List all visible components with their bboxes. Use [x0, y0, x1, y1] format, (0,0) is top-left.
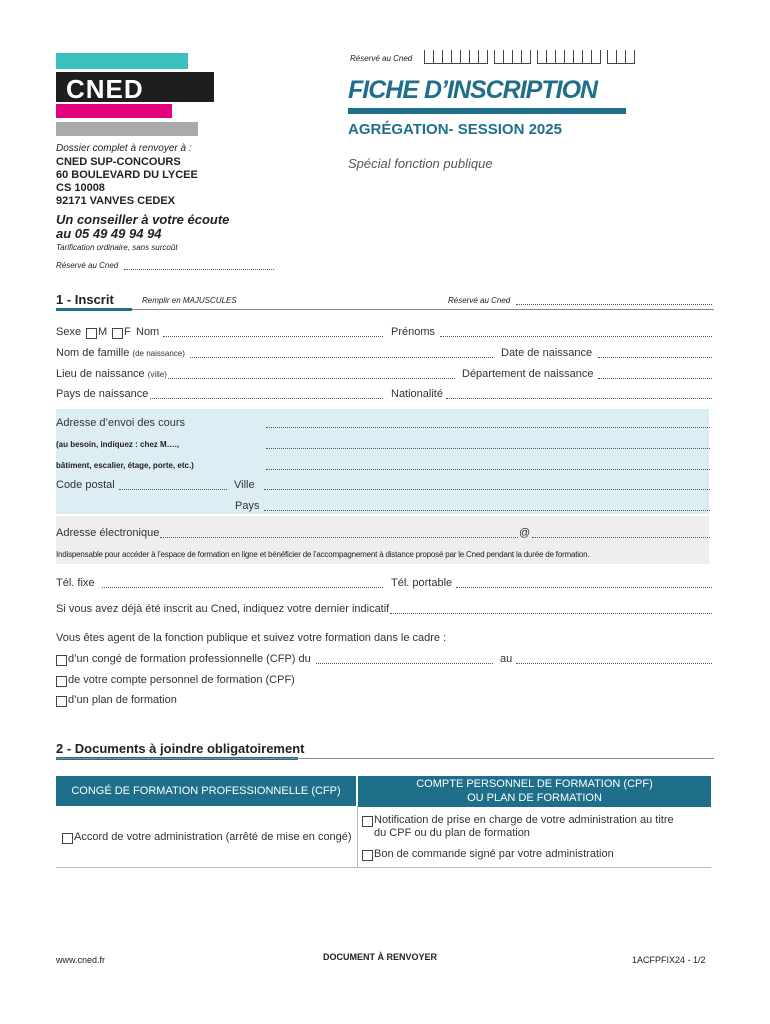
sexe-f-checkbox[interactable] [112, 328, 123, 339]
batiment-note: bâtiment, escalier, étage, porte, etc.) [56, 461, 194, 470]
departement-field[interactable] [598, 378, 712, 379]
cpf-option-label: de votre compte personnel de formation (CPF) [68, 674, 295, 686]
tel-portable-label: Tél. portable [391, 577, 453, 589]
prenoms-label: Prénoms [391, 326, 436, 338]
footer-website[interactable]: www.cned.fr [56, 955, 106, 965]
reserved-line-field [124, 269, 274, 270]
advisor-phone: au 05 49 49 94 94 [56, 226, 162, 241]
ville-field[interactable] [264, 489, 710, 490]
table-header-cpf-line2: OU PLAN DE FORMATION [467, 792, 602, 804]
cned-logo [56, 72, 214, 102]
nom-field[interactable] [163, 336, 383, 337]
nom-label: Nom [136, 326, 160, 338]
reserved-boxes-top [424, 50, 635, 64]
notification-checkbox[interactable] [362, 816, 373, 827]
at-sign: @ [519, 527, 531, 539]
code-postal-label: Code postal [56, 479, 115, 491]
reserved-line-label: Réservé au Cned [56, 261, 119, 270]
reserved-label-top: Réservé au Cned [350, 54, 413, 63]
address-line-2: 60 BOULEVARD DU LYCEE [56, 169, 198, 181]
date-naissance-field[interactable] [598, 357, 712, 358]
notification-label-2: du CPF ou du plan de formation [374, 827, 530, 839]
lieu-naissance-text: Lieu de naissance [56, 368, 145, 380]
pays-field[interactable] [264, 510, 710, 511]
pays-naissance-field[interactable] [150, 398, 383, 399]
logo-gray-bar [56, 122, 198, 136]
adresse-line-2[interactable] [266, 448, 710, 449]
address-line-3: CS 10008 [56, 182, 105, 194]
table-header-cpf-line1: COMPTE PERSONNEL DE FORMATION (CPF) [416, 778, 653, 790]
pays-label: Pays [235, 500, 260, 512]
title-underline [348, 108, 626, 114]
lieu-naissance-label [56, 368, 167, 380]
caps-note: Remplir en MAJUSCULES [142, 296, 237, 305]
address-line-4: 92171 VANVES CEDEX [56, 195, 176, 207]
sexe-m-checkbox[interactable] [86, 328, 97, 339]
logo-text: CNED [66, 74, 144, 104]
email-note: Indispensable pour accéder à l’espace de formation en ligne et bénéficier de l’accompagnement à distance proposé par le Cned pendant la durée de formation. [56, 550, 590, 559]
cfp-to-field[interactable] [516, 663, 712, 664]
au-besoin-note: (au besoin, indiquez : chez M…., [56, 440, 180, 449]
date-naissance-label: Date de naissance [501, 347, 593, 359]
send-to-label: Dossier complet à renvoyer à : [56, 143, 192, 154]
address-line-1: CNED SUP-CONCOURS [56, 156, 181, 168]
cpf-checkbox[interactable] [56, 676, 67, 687]
cfp-from-field[interactable] [316, 663, 493, 664]
table-bottom-border [56, 867, 711, 868]
lieu-naissance-field[interactable] [168, 378, 455, 379]
email-field-user[interactable] [160, 537, 518, 538]
notification-label-1: Notification de prise en charge de votre administration au titre [374, 814, 674, 826]
bon-commande-label: Bon de commande signé par votre administration [374, 848, 614, 860]
footer-center: DOCUMENT À RENVOYER [323, 952, 438, 962]
table-header-cpf [358, 776, 711, 807]
nationalite-field[interactable] [446, 398, 712, 399]
bon-commande-checkbox[interactable] [362, 850, 373, 861]
table-header-cfp-text: CONGÉ DE FORMATION PROFESSIONNELLE (CFP) [71, 785, 341, 797]
section1-reserved: Réservé au Cned [448, 296, 511, 305]
section1-title-underline [56, 308, 132, 311]
plan-checkbox[interactable] [56, 696, 67, 707]
departement-label: Département de naissance [462, 368, 594, 380]
table-header-cfp [56, 776, 356, 806]
nom-famille-text: Nom de famille [56, 347, 130, 359]
footer-code: 1ACFPFIX24 - 1/2 [632, 955, 706, 965]
adresse-line-3[interactable] [266, 469, 710, 470]
nationalite-label: Nationalité [391, 388, 443, 400]
cfp-au-label: au [500, 653, 513, 665]
subtitle: AGRÉGATION- SESSION 2025 [348, 121, 562, 138]
logo-cyan-bar [56, 53, 188, 69]
sexe-label: Sexe [56, 326, 82, 338]
cfp-option-label: d’un congé de formation professionnelle (CFP) du [68, 653, 311, 665]
pays-naissance-label: Pays de naissance [56, 388, 149, 400]
table-column-divider [357, 806, 358, 868]
ville-note: (ville) [147, 370, 167, 379]
section2-title: 2 - Documents à joindre obligatoirement [56, 741, 305, 756]
email-field-domain[interactable] [532, 537, 710, 538]
tel-fixe-field[interactable] [102, 587, 383, 588]
deja-inscrit-label: Si vous avez déjà été inscrit au Cned, indiquez votre dernier indicatif [56, 603, 390, 615]
section1-title: 1 - Inscrit [56, 292, 114, 307]
accord-label: Accord de votre administration (arrêté de mise en congé) [74, 831, 352, 843]
code-postal-field[interactable] [119, 489, 227, 490]
prenoms-field[interactable] [440, 336, 712, 337]
sexe-f-label: F [124, 326, 131, 338]
section1-underline [56, 309, 714, 310]
plan-option-label: d’un plan de formation [68, 694, 177, 706]
tel-portable-field[interactable] [456, 587, 712, 588]
section2-underline [56, 758, 714, 759]
tel-fixe-label: Tél. fixe [56, 577, 95, 589]
sexe-m-label: M [98, 326, 108, 338]
deja-inscrit-field[interactable] [390, 613, 712, 614]
accord-checkbox[interactable] [62, 833, 73, 844]
nom-famille-label [56, 347, 185, 359]
ville-label: Ville [234, 479, 255, 491]
agent-question: Vous êtes agent de la fonction publique et suivez votre formation dans le cadre : [56, 632, 447, 644]
cfp-checkbox[interactable] [56, 655, 67, 666]
tariff-note: Tarification ordinaire, sans surcoût [56, 243, 178, 252]
page-title: FICHE D’INSCRIPTION [348, 76, 598, 104]
email-label: Adresse électronique [56, 527, 160, 539]
advisor-line-1: Un conseiller à votre écoute [56, 212, 230, 227]
de-naissance-note: (de naissance) [132, 349, 185, 358]
adresse-line-1[interactable] [266, 427, 710, 428]
adresse-envoi-label: Adresse d’envoi des cours [56, 417, 186, 429]
nom-famille-field[interactable] [190, 357, 493, 358]
special-label: Spécial fonction publique [348, 156, 493, 171]
logo-pink-bar [56, 104, 172, 118]
section1-reserved-field [516, 304, 712, 305]
